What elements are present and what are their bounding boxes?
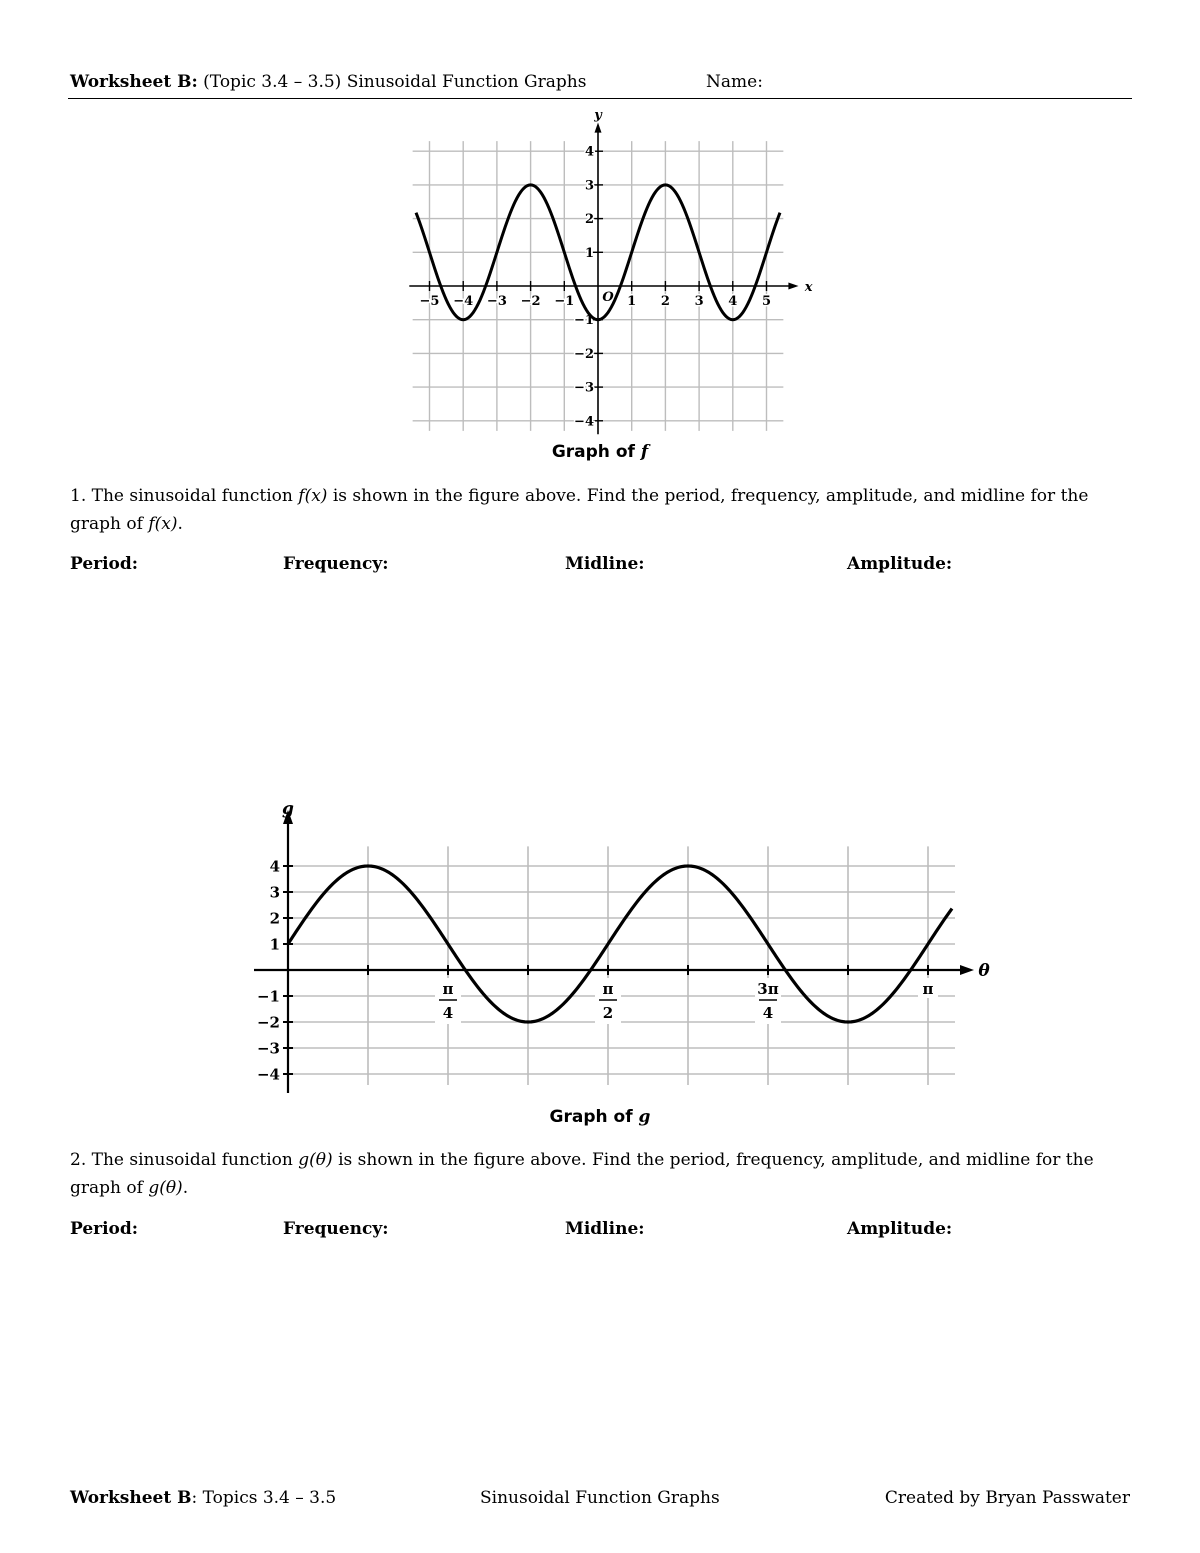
f-y-tick-label: −3 <box>574 380 594 396</box>
f-y-tick-label: 4 <box>584 144 594 160</box>
q2-amplitude-label: Amplitude: <box>847 1219 953 1239</box>
question-1-func-end: f(x) <box>148 514 178 534</box>
f-x-axis-label: x <box>804 280 813 295</box>
question-2-text: 2. The sinusoidal function g(θ) is shown in the figure above. Find the period, frequency, amplitude, and midline for the graph of g(θ). <box>70 1150 1094 1198</box>
f-y-tick-label: −2 <box>574 346 594 362</box>
question-1-text-a: The sinusoidal function <box>91 486 293 506</box>
g-x-tick-label-num: π <box>442 980 454 998</box>
question-1-text: 1. The sinusoidal function f(x) is shown in the figure above. Find the period, frequency, amplitude, and midline for the graph of f(x). <box>70 486 1089 534</box>
topic-text: (Topic 3.4 – 3.5) Sinusoidal Function Graphs <box>203 72 587 92</box>
f-x-tick-label: −3 <box>486 294 507 309</box>
f-y-tick-label: −4 <box>574 414 594 430</box>
graph-g-caption-prefix: Graph of <box>549 1107 633 1127</box>
f-y-tick-label: −1 <box>574 313 594 329</box>
q2-midline-label: Midline: <box>565 1219 645 1239</box>
g-y-tick-label: 2 <box>269 909 280 928</box>
q2-period-label: Period: <box>70 1219 139 1239</box>
q1-frequency-label: Frequency: <box>283 554 389 574</box>
footer-center: Sinusoidal Function Graphs <box>480 1488 720 1508</box>
g-x-tick-label-num: π <box>602 980 614 998</box>
g-x-tick-label-den: 4 <box>762 1004 774 1022</box>
footer-left-rest: : Topics 3.4 – 3.5 <box>191 1488 337 1508</box>
g-y-axis-label: g <box>282 799 294 819</box>
question-2-func-end: g(θ) <box>148 1178 183 1198</box>
g-y-tick-label: 1 <box>269 935 280 954</box>
f-x-tick-label: 2 <box>660 294 670 309</box>
footer-right: Created by Bryan Passwater <box>884 1488 1130 1508</box>
question-2-func: g(θ) <box>298 1150 333 1170</box>
g-x-tick-label-num: 3π <box>757 980 779 998</box>
g-x-tick-label-num: π <box>922 980 934 998</box>
worksheet-label: Worksheet B: <box>70 72 198 92</box>
g-x-axis-arrow <box>960 965 974 975</box>
question-1-text-b: is shown in the figure above. Find the period, frequency, amplitude, and midline for the graph of <box>70 486 1089 534</box>
f-y-axis-label: y <box>594 110 602 123</box>
q1-midline-label: Midline: <box>565 554 645 574</box>
g-y-tick-label: −2 <box>256 1013 280 1032</box>
graph-g-caption-var: g <box>638 1107 651 1127</box>
q1-period-label: Period: <box>70 554 139 574</box>
f-x-tick-label: 4 <box>728 294 738 309</box>
f-y-tick-label: 3 <box>584 178 594 194</box>
g-y-tick-label: 4 <box>269 857 280 876</box>
name-label: Name: <box>706 72 763 92</box>
question-1-number: 1. <box>70 486 87 506</box>
question-2-text-a: The sinusoidal function <box>91 1150 293 1170</box>
f-x-tick-label: −5 <box>419 294 440 309</box>
f-y-axis-arrow <box>595 123 602 133</box>
graph-f-caption-var: f <box>640 442 649 462</box>
g-x-axis-label: θ <box>978 961 990 981</box>
f-x-tick-label: −2 <box>520 294 541 309</box>
f-y-tick-label: 1 <box>584 245 594 261</box>
f-x-tick-label: 3 <box>694 294 704 309</box>
graph-g-caption <box>480 1107 720 1127</box>
graph-g <box>240 790 1000 1110</box>
f-x-tick-label: 5 <box>761 294 772 309</box>
q1-amplitude-label: Amplitude: <box>847 554 953 574</box>
f-x-tick-label: −1 <box>554 294 575 309</box>
question-1-func: f(x) <box>298 486 328 506</box>
worksheet-header <box>70 72 1132 92</box>
graph-f-caption <box>480 442 720 462</box>
f-x-tick-label: 1 <box>627 294 637 309</box>
graph-f <box>380 110 820 445</box>
footer-left <box>70 1488 336 1508</box>
footer-left-bold: Worksheet B <box>70 1488 192 1508</box>
f-x-tick-label: −4 <box>453 294 474 309</box>
question-2-text-b: is shown in the figure above. Find the period, frequency, amplitude, and midline for the graph of <box>70 1150 1094 1198</box>
g-y-tick-label: −3 <box>256 1039 280 1058</box>
f-y-tick-label: 2 <box>584 212 594 228</box>
f-origin-label: O <box>602 290 614 305</box>
g-y-tick-label: −1 <box>256 987 280 1006</box>
g-y-tick-label: 3 <box>269 883 280 902</box>
g-x-tick-label-den: 4 <box>442 1004 454 1022</box>
g-y-tick-label: −4 <box>256 1065 280 1084</box>
question-2-number: 2. <box>70 1150 87 1170</box>
g-x-tick-label-den: 2 <box>602 1004 614 1022</box>
header-rule <box>68 98 1132 99</box>
f-x-axis-arrow <box>788 283 798 290</box>
q2-frequency-label: Frequency: <box>283 1219 389 1239</box>
graph-f-caption-prefix: Graph of <box>551 442 635 462</box>
